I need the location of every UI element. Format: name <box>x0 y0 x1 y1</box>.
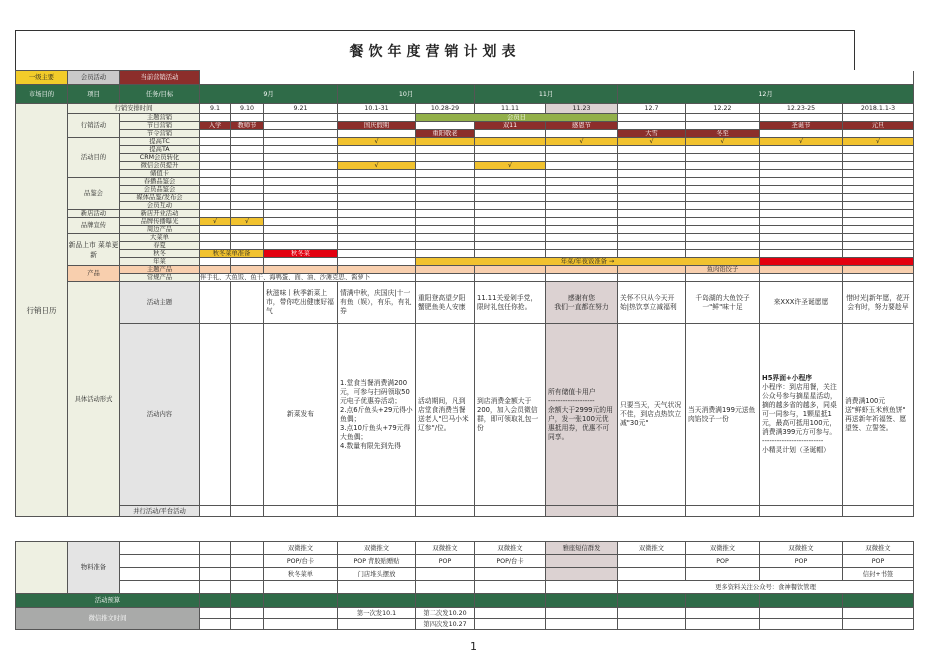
legend-member: 会员活动 <box>68 71 120 85</box>
festival-chongyang: 重阳敬老 <box>416 130 475 138</box>
check-mark: √ <box>475 162 546 170</box>
material-cell <box>686 568 760 581</box>
material-cell: 双微推文 <box>416 542 475 555</box>
form-c9: 消费满100元 送"鲜虾玉米煎鱼饼" 再送新年祈福签、愿望签、立誓签。 <box>843 324 914 506</box>
check-mark: √ <box>231 218 264 226</box>
material-cell <box>546 555 618 568</box>
budget-label: 活动预算 <box>16 594 200 608</box>
check-mark: √ <box>686 138 760 146</box>
material-cell: 双微推文 <box>686 542 760 555</box>
legend-level1: 一级主要 <box>16 71 68 85</box>
form-c7: 当天消费满199元送鱼肉馅饺子一份 <box>686 324 760 506</box>
row-media-tasting: 媒体品鉴/发布会 <box>120 194 200 202</box>
festival-christmas: 圣诞节 <box>760 122 843 130</box>
group-marketing-calendar: 行销日历 <box>16 104 68 517</box>
membership-day-bar: 会员日 <box>416 114 618 122</box>
date-cell: 11.11 <box>475 104 546 114</box>
date-cell: 2018.1.1-3 <box>843 104 914 114</box>
theme-c4: 11.11关爱剁手党，限时礼包任你抢。 <box>475 282 546 324</box>
material-cell <box>760 568 843 581</box>
date-cell: 12.22 <box>686 104 760 114</box>
header-task: 任务/目标 <box>120 85 200 104</box>
month-oct: 10月 <box>338 85 475 104</box>
row-peripheral: 周边产品 <box>120 226 200 234</box>
materials-label: 物料准备 <box>68 542 120 594</box>
group-specific-form: 具体活动形式 <box>68 282 120 517</box>
row-brand-exposure: 品牌传播曝光 <box>120 218 200 226</box>
row-regular-product: 常规产品 <box>120 274 200 282</box>
festival-national-day: 国庆假期 <box>338 122 416 130</box>
row-season-marketing: 节令营销 <box>120 130 200 138</box>
material-cell: 雅座短信群发 <box>546 542 618 555</box>
material-cell: POP/台卡 <box>264 555 338 568</box>
material-cell: 门店堆头摆放 <box>338 568 416 581</box>
material-cell: POP <box>686 555 760 568</box>
dates-label: 行销安排时间 <box>68 104 200 114</box>
page-title: 餐饮年度营销计划表 <box>15 30 855 70</box>
date-cell: 12.23-25 <box>760 104 843 114</box>
month-sep: 9月 <box>200 85 338 104</box>
header-market-goal: 市场目的 <box>16 85 68 104</box>
group-brand-promo: 品牌宣传 <box>68 218 120 234</box>
new-year-dish-prep-bar: 年菜/年夜饭准备 → <box>416 258 760 266</box>
marketing-plan-table <box>15 70 936 517</box>
header-item: 项目 <box>68 85 120 104</box>
wechat-label: 微信推文时间 <box>16 608 200 630</box>
material-cell: 双微推文 <box>760 542 843 555</box>
month-dec: 12月 <box>618 85 914 104</box>
row-theme-marketing: 主题营销 <box>120 114 200 122</box>
group-brand-meeting: 品鉴会 <box>68 178 120 210</box>
check-mark: √ <box>338 162 416 170</box>
group-activity-goal: 活动目的 <box>68 138 120 178</box>
material-cell: POP <box>760 555 843 568</box>
theme-c5: 感谢有您 我们一直都在努力 <box>546 282 618 324</box>
autumn-dish-bar: 秋冬菜 <box>264 250 338 258</box>
row-spring-tasting: 春播品鉴会 <box>120 178 200 186</box>
check-mark: √ <box>546 138 618 146</box>
festival-double11: 双11 <box>475 122 546 130</box>
material-cell: 双微推文 <box>618 542 686 555</box>
material-cell: 双微推文 <box>475 542 546 555</box>
festival-daxue: 大雪 <box>618 130 686 138</box>
material-cell: POP <box>843 555 914 568</box>
form-c8-body: 小程序：到店用餐，关注公众号参与摘星星活动，摘的越多省的越多，同桌可一同参与，1颗星抵1元，最高可抵用100元，消费满399元方可参与。 ------------------------- 小精灵计划（圣诞帽） <box>762 383 837 454</box>
date-cell: 10.1-31 <box>338 104 416 114</box>
form-c1: 新菜发布 <box>264 324 338 506</box>
check-mark: √ <box>760 138 843 146</box>
wechat-first: 第一次发10.1 <box>338 608 416 619</box>
date-cell: 9.1 <box>200 104 231 114</box>
material-cell: 信封+书签 <box>843 568 914 581</box>
row-member-interact: 会员互动 <box>120 202 200 210</box>
row-raise-ta: 提高TA <box>120 146 200 154</box>
check-mark: √ <box>843 138 914 146</box>
date-cell: 9.21 <box>264 104 338 114</box>
form-c4: 到店消费金额大于200，加入会员微信群，即可领取礼包一份 <box>475 324 546 506</box>
theme-c1: 秋滋味丨秋季新菜上市，带你吃出健康好福气 <box>264 282 338 324</box>
form-c2: 1.堂食当餐消费满200元，可参与扫码领取50元电子优惠券活动； 2.点6斤鱼头+29元得小鱼偶； 3.点10斤鱼头+79元得大鱼偶； 4.数量有限先到先得 <box>338 324 416 506</box>
row-crm: CRM会员转化 <box>120 154 200 162</box>
check-mark: √ <box>618 138 686 146</box>
group-product: 产品 <box>68 266 120 282</box>
row-stored-card: 储值卡 <box>120 170 200 178</box>
date-cell: 11.23 <box>546 104 618 114</box>
month-nov: 11月 <box>475 85 618 104</box>
theme-c8: 来XXX许圣诞愿愿 <box>760 282 843 324</box>
form-c8 <box>760 324 843 506</box>
parallel-label: 并行活动/平台活动 <box>120 506 200 517</box>
wechat-second: 第二次发10.20 <box>416 608 475 619</box>
date-cell: 9.10 <box>231 104 264 114</box>
theme-c2: 情满中秋，庆国庆|十一有鱼（娱），有乐，有礼券 <box>338 282 416 324</box>
group-new-menu: 新品上市 菜单更新 <box>68 234 120 266</box>
row-spring-summer: 春夏 <box>120 242 200 250</box>
wechat-fourth: 第四次发10.27 <box>416 619 475 630</box>
materials-table <box>15 541 914 630</box>
content-label: 活动内容 <box>120 324 200 506</box>
row-new-year-dish: 年菜 <box>120 258 200 266</box>
form-c6: 只要当天，天气状况不佳，到店点热饮立减"30元" <box>618 324 686 506</box>
product-fish-dumpling: 鱼肉馅饺子 <box>686 266 760 274</box>
row-raise-tc: 提高TC <box>120 138 200 146</box>
date-cell: 12.7 <box>618 104 686 114</box>
date-cell: 10.28-29 <box>416 104 475 114</box>
material-cell <box>618 555 686 568</box>
row-autumn-winter: 秋冬 <box>120 250 200 258</box>
festival-teachers-day: 教师节 <box>231 122 264 130</box>
check-mark: √ <box>200 218 231 226</box>
material-cell <box>475 568 546 581</box>
material-cell: 双微推文 <box>338 542 416 555</box>
row-main-product: 主题产品 <box>120 266 200 274</box>
row-member-tasting: 会员品鉴会 <box>120 186 200 194</box>
festival-dongzhi: 冬至 <box>686 130 760 138</box>
material-cell <box>546 568 618 581</box>
more-info-note: 更多资料关注公众号：食神餐饮管理 <box>618 581 914 594</box>
theme-label: 活动主题 <box>120 282 200 324</box>
row-new-store-activity: 新店开业活动 <box>120 210 200 218</box>
product-regular: 伴手礼、大鱼饭、鱼干、海鸭蛋、面、油、沙滩克思、酱萝卜 <box>200 274 416 282</box>
group-marketing-ops: 行销活动 <box>68 114 120 138</box>
theme-c9: 惜时光|新年愿，花开会有时，努力要趁早 <box>843 282 914 324</box>
material-cell: 秋冬菜单 <box>264 568 338 581</box>
material-cell <box>416 568 475 581</box>
festival-thanksgiving: 感恩节 <box>546 122 618 130</box>
form-c5: 所有储值卡用户 ------------------- 余额大于2999元的用户，发一张100元优惠抵用券，优惠不可同享。 <box>546 324 618 506</box>
row-wechat-member: 微信会员提升 <box>120 162 200 170</box>
row-big-menu: 大菜单 <box>120 234 200 242</box>
material-cell: POP <box>416 555 475 568</box>
theme-c7: 千岛湖的大鱼饺子一"鲜"味十足 <box>686 282 760 324</box>
form-c8-title: H5界面+小程序 <box>762 374 813 382</box>
material-cell <box>618 568 686 581</box>
material-cell: 双微推文 <box>843 542 914 555</box>
check-mark: √ <box>338 138 416 146</box>
theme-c6: 关怀不只从今天开始|热饮享立减福利 <box>618 282 686 324</box>
row-festival-marketing: 节日营销 <box>120 122 200 130</box>
page-number: 1 <box>470 640 477 653</box>
theme-c3: 重阳登高望夕阳 蟹肥鱼美人安康 <box>416 282 475 324</box>
form-c3: 活动期间，凡到店堂食消费当餐送老人"巴马小米辽参"/位。 <box>416 324 475 506</box>
material-cell: POP/台卡 <box>475 555 546 568</box>
group-new-store: 新店活动 <box>68 210 120 218</box>
material-cell: 双微推文 <box>264 542 338 555</box>
material-cell: POP 背胶贴赠贴 <box>338 555 416 568</box>
festival-new-year: 元旦 <box>843 122 914 130</box>
festival-school-start: 入学 <box>200 122 231 130</box>
autumn-menu-prep-bar: 秋冬菜单准备 <box>200 250 264 258</box>
legend-current: 当前营销活动 <box>120 71 200 85</box>
